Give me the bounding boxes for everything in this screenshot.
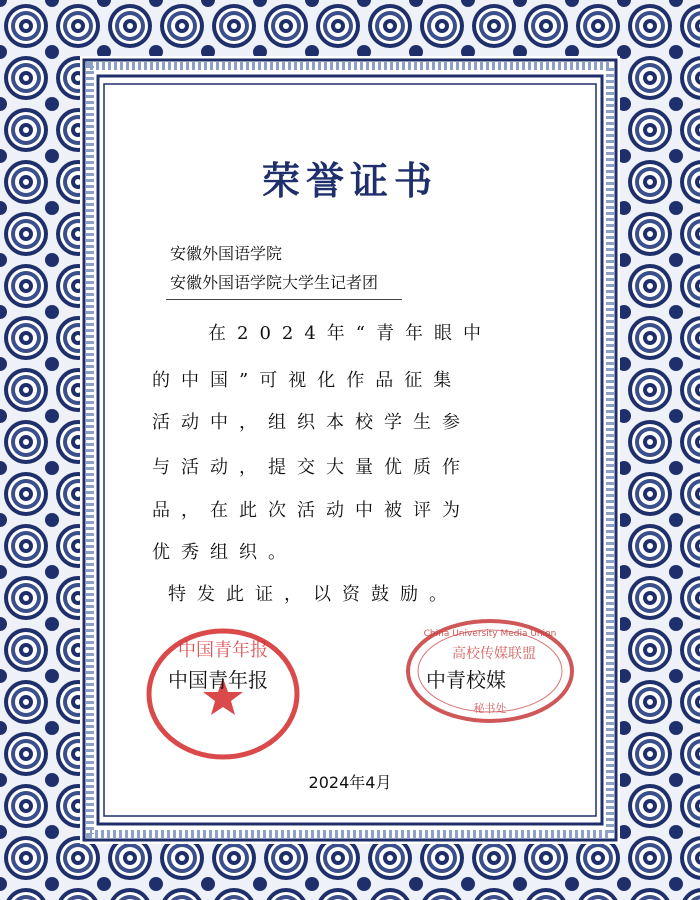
china-youth-daily-seal <box>144 626 302 762</box>
seal-1-text: 中国青年报 <box>178 640 268 661</box>
recipient-school: 安徽外国语学院 <box>170 244 283 263</box>
recipient-underline <box>166 299 402 300</box>
issuer-china-youth-daily: 中国青年报 <box>168 668 268 692</box>
body-line-4: 与活动，提交大量优质作 <box>152 457 471 478</box>
recipient-organization: 安徽外国语学院大学生记者团 <box>170 273 379 292</box>
body-line-2: 的中国”可视化作品征集 <box>152 370 463 391</box>
closing-line: 特发此证，以资鼓励。 <box>168 584 458 605</box>
issue-date: 2024年4月 <box>308 773 392 792</box>
body-line-5: 品，在此次活动中被评为 <box>152 500 471 521</box>
body-line-1: 在2024年“青年眼中 <box>208 323 493 344</box>
seal-2-sub: 秘书处 <box>473 702 507 715</box>
body-line-3: 活动中，组织本校学生参 <box>152 412 471 433</box>
seal-2-english: China University Media Union <box>423 629 557 639</box>
certificate-title: 荣誉证书 <box>261 158 438 203</box>
body-line-6: 优秀组织。 <box>152 542 297 563</box>
seal-2-text: 高校传媒联盟 <box>452 646 536 662</box>
issuer-zhongqing-xiaomei: 中青校媒 <box>426 668 506 692</box>
